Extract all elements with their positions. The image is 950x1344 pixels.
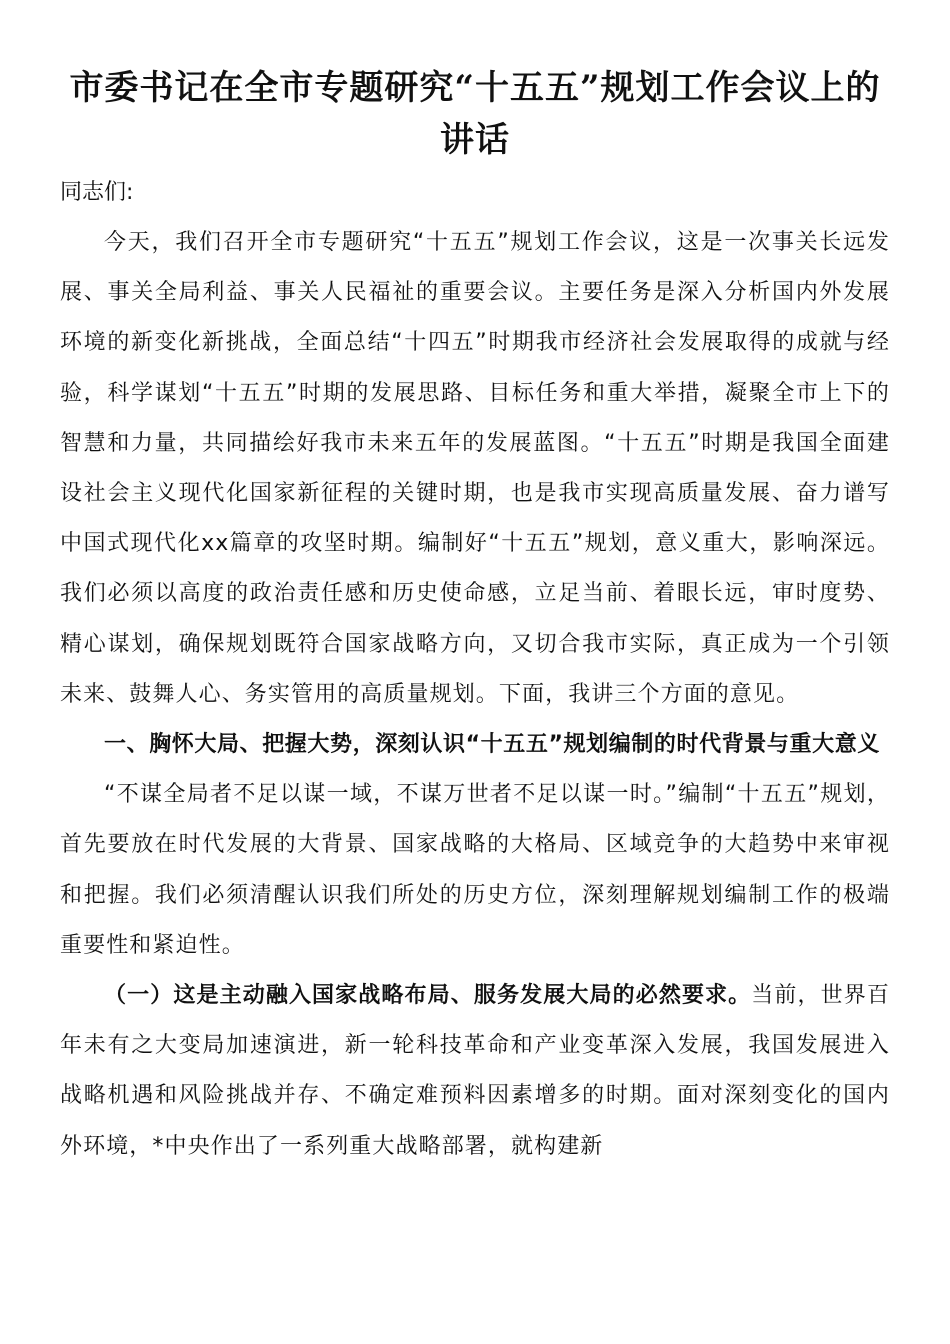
document-page	[60, 62, 890, 1172]
paragraph-intro: 今天，我们召开全市专题研究“十五五”规划工作会议，这是一次事关长远发展、事关全局利益、事关人民福祉的重要会议。主要任务是深入分析国内外发展环境的新变化新挑战，全面总结“十四五”时期我市经济社会发展取得的成就与经验，科学谋划“十五五”时期的发展思路、目标任务和重大举措，凝聚全市上下的智慧和力量，共同描绘好我市未来五年的发展蓝图。“十五五”时期是我国全面建设社会主义现代化国家新征程的关键时期，也是我市实现高质量发展、奋力谱写中国式现代化xx篇章的攻坚时期。编制好“十五五”规划，意义重大，影响深远。我们必须以高度的政治责任感和历史使命感，立足当前、着眼长远，审时度势、精心谋划，确保规划既符合国家战略方向，又切合我市实际，真正成为一个引领未来、鼓舞人心、务实管用的高质量规划。下面，我讲三个方面的意见。	[60, 230, 890, 707]
subsection-1-lead: （一）这是主动融入国家战略布局、服务发展大局的必然要求。	[104, 983, 752, 1009]
document-title: 市委书记在全市专题研究“十五五”规划工作会议上的讲话	[69, 68, 881, 160]
subsection-1-body: 当前，世界百年未有之大变局加速演进，新一轮科技革命和产业变革深入发展，我国发展进入战略机遇和风险挑战并存、不确定难预料因素增多的时期。面对深刻变化的国内外环境，*中央作出了一系列重大战略部署，就构建新	[60, 983, 890, 1159]
paragraph-section-1-intro: “不谋全局者不足以谋一域，不谋万世者不足以谋一时。”编制“十五五”规划，首先要放在时代发展的大背景、国家战略的大格局、区域竞争的大趋势中来审视和把握。我们必须清醒认识我们所处的历史方位，深刻理解规划编制工作的极端重要性和紧迫性。	[60, 782, 890, 958]
salutation: 同志们:	[60, 180, 134, 205]
paragraph-subsection-1	[60, 971, 890, 1172]
section-heading-1: 一、胸怀大局、把握大势，深刻认识“十五五”规划编制的时代背景与重大意义	[104, 732, 880, 758]
